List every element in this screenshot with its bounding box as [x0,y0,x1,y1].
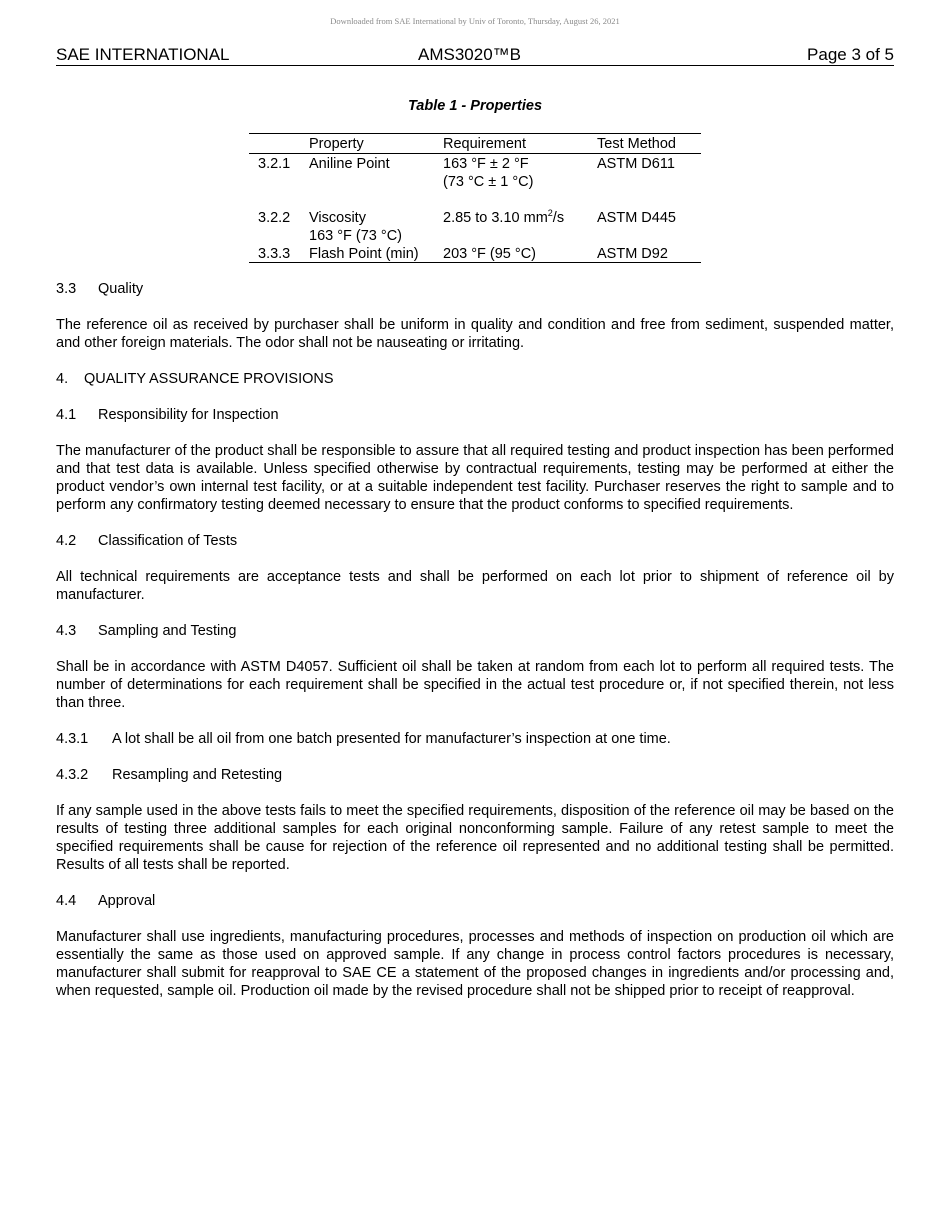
requirement-tail: /s [552,210,565,226]
row-property [309,209,402,245]
property-line: 163 °F (73 °C) [309,228,402,244]
section-title: Approval [98,893,156,909]
properties-table [249,133,701,263]
paragraph-sampling: Shall be in accordance with ASTM D4057. Sufficient oil shall be taken at random from each lot to perform all required tests. The number of determinations for each requirement shall be specified in the actual test procedure or, if not specified therein, not less than three. [56,659,894,711]
row-number: 3.2.1 [258,156,291,172]
row-number: 3.3.3 [258,246,291,262]
paragraph-approval: Manufacturer shall use ingredients, manufacturing procedures, processes and methods of inspection on production oil which are essentially the same as those used on approved sample. If any change in process control factors procedures is necessary, manufacturer shall submit for reapproval to SAE CE a statement of the proposed changes in ingredients and/or processing and, when requested, sample oil. Production oil made by the revised procedure shall not be shipped prior to receipt of reapproval. [56,929,894,999]
row-test-method: ASTM D92 [597,246,668,262]
table-row [249,154,701,208]
section-number: 3.3 [56,281,77,297]
requirement-base: 2.85 to 3.10 mm [443,210,548,226]
section-heading-4 [56,370,894,388]
section-title: A lot shall be all oil from one batch presented for manufacturer’s inspection at one time. [112,731,671,747]
section-number: 4.1 [56,407,77,423]
table-header-row [249,134,701,154]
row-requirement [443,155,533,191]
column-header-requirement: Requirement [443,136,527,152]
row-test-method: ASTM D445 [597,210,676,226]
property-line: Viscosity [309,210,366,226]
section-number: 4.3.2 [56,767,89,783]
row-property: Aniline Point [309,156,390,172]
row-requirement [443,209,564,227]
section-heading-3-3 [56,280,894,298]
section-heading-4-4 [56,892,894,910]
column-header-property: Property [309,136,364,152]
table-caption: Table 1 - Properties [407,98,543,114]
table-row [249,208,701,244]
section-heading-4-2 [56,532,894,550]
header-page-number: Page 3 of 5 [807,45,894,64]
section-number: 4.3 [56,623,77,639]
section-number: 4.3.1 [56,731,89,747]
section-title: Sampling and Testing [98,623,237,639]
page-header [56,45,894,66]
section-heading-4-3 [56,622,894,640]
section-number: 4.4 [56,893,77,909]
requirement-superscript: 2 [547,208,553,219]
section-title: Classification of Tests [98,533,238,549]
section-title: Quality [98,281,144,297]
section-heading-4-3-1 [56,730,894,748]
table-row [249,244,701,262]
row-property: Flash Point (min) [309,246,419,262]
requirement-line: 163 °F ± 2 °F [443,156,529,172]
section-number: 4.2 [56,533,77,549]
section-title: QUALITY ASSURANCE PROVISIONS [84,371,334,387]
body-content [56,280,894,1018]
header-doc-id: AMS3020™B [418,45,521,64]
row-number: 3.2.2 [258,210,291,226]
header-org: SAE INTERNATIONAL [56,45,230,64]
row-test-method: ASTM D611 [597,156,675,172]
section-title: Resampling and Retesting [112,767,283,783]
column-header-test-method: Test Method [597,136,676,152]
section-title: Responsibility for Inspection [98,407,279,423]
paragraph-classification: All technical requirements are acceptance tests and shall be performed on each lot prior to shipment of reference oil by manufacturer. [56,569,894,603]
download-watermark: Downloaded from SAE International by Univ of Toronto, Thursday, August 26, 2021 [330,16,620,26]
section-heading-4-3-2 [56,766,894,784]
paragraph-responsibility: The manufacturer of the product shall be responsible to assure that all required testing and product inspection has been performed and that test data is available. Unless specified otherwise by contractual requirements, testing may be performed at either the product vendor’s own internal test facility, or at a suitable independent test facility. Purchaser reserves the right to sample and to perform any confirmatory testing deemed necessary to ensure that the product conforms to specified requirements. [56,443,894,513]
section-number: 4. [56,371,69,387]
requirement-line: (73 °C ± 1 °C) [443,174,534,190]
section-heading-4-1 [56,406,894,424]
paragraph-quality: The reference oil as received by purchaser shall be uniform in quality and condition and free from sediment, suspended matter, and other foreign materials. The odor shall not be nauseating or irritating. [56,317,894,351]
row-requirement: 203 °F (95 °C) [443,246,536,262]
paragraph-resampling: If any sample used in the above tests fails to meet the specified requirements, disposition of the reference oil may be based on the results of testing three additional samples for each original nonconforming sample. Failure of any retest sample to meet the specified requirements shall be cause for rejection of the reference oil represented and no additional testing shall be permitted. Results of all tests shall be reported. [56,803,894,873]
